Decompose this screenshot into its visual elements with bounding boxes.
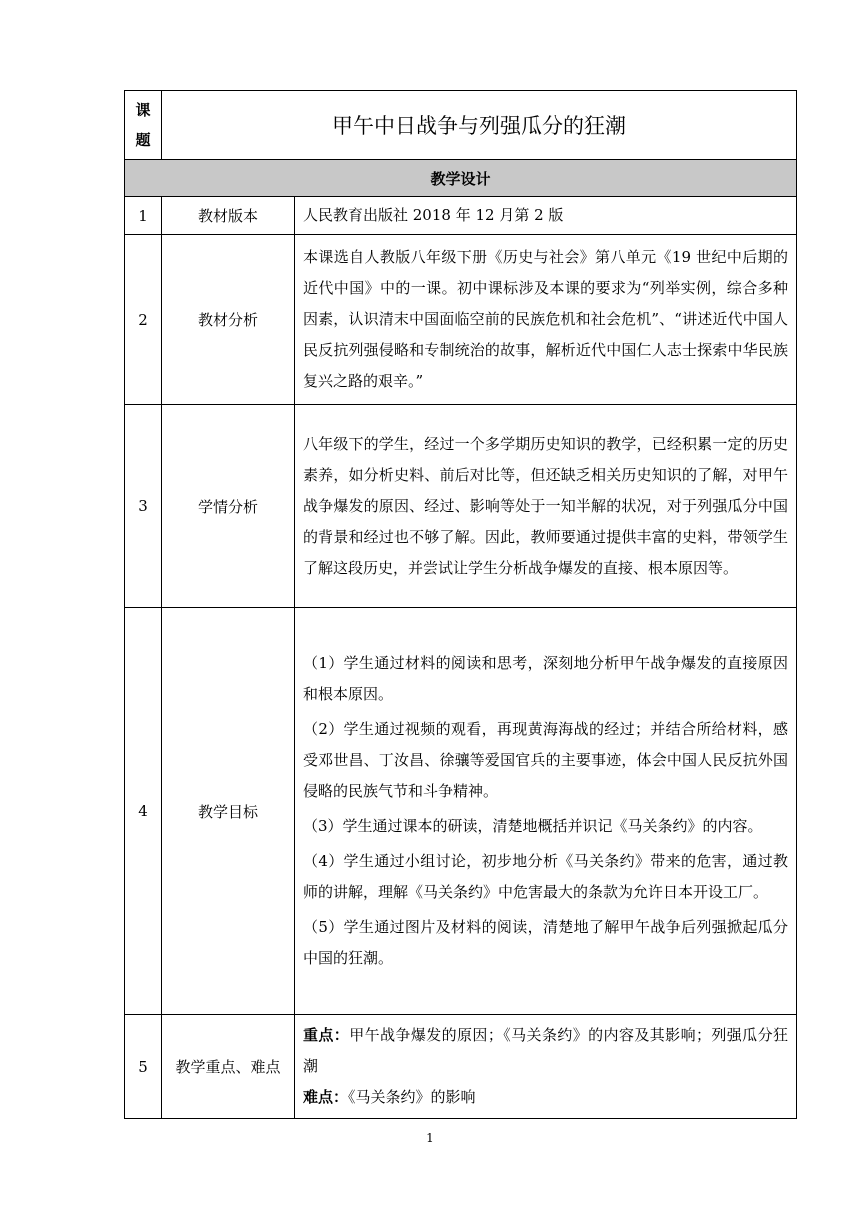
row-number: 3 bbox=[125, 405, 162, 608]
section-title: 教学设计 bbox=[125, 160, 797, 197]
teaching-goals bbox=[295, 608, 797, 1015]
row-number: 5 bbox=[125, 1015, 162, 1119]
row-label: 教学目标 bbox=[162, 608, 295, 1015]
row-label: 教材版本 bbox=[162, 197, 295, 235]
table-row bbox=[125, 405, 797, 608]
lesson-plan-table bbox=[124, 90, 797, 1119]
difficulty-label: 难点： bbox=[303, 1088, 349, 1106]
topic-label bbox=[125, 91, 162, 160]
difficulty-point bbox=[303, 1082, 788, 1113]
goal-item: （1）学生通过材料的阅读和思考，深刻地分析甲午战争爆发的直接原因和根本原因。 bbox=[303, 654, 788, 703]
section-header-row bbox=[125, 160, 797, 197]
row-content: 八年级下的学生，经过一个多学期历史知识的教学，已经积累一定的历史素养，如分析史料、前后对比等，但还缺乏相关历史知识的了解，对甲午战争爆发的原因、经过、影响等处于一知半解的状况，对于列强瓜分中国的背景和经过也不够了解。因此，教师要通过提供丰富的史料，带领学生了解这段历史，并尝试让学生分析战争爆发的直接、根本原因等。 bbox=[295, 405, 797, 608]
table-row bbox=[125, 1015, 797, 1119]
table-row bbox=[125, 197, 797, 235]
row-content: 人民教育出版社 2018 年 12 月第 2 版 bbox=[295, 197, 797, 235]
key-point-label: 重点： bbox=[303, 1026, 350, 1044]
key-difficulty-content bbox=[295, 1015, 797, 1119]
goal-item: （5）学生通过图片及材料的阅读，清楚地了解甲午战争后列强掀起瓜分中国的狂潮。 bbox=[303, 918, 788, 967]
goal-item: （4）学生通过小组讨论，初步地分析《马关条约》带来的危害，通过教师的讲解，理解《马关条约》中危害最大的条款为允许日本开设工厂。 bbox=[303, 852, 788, 901]
row-label: 教材分析 bbox=[162, 235, 295, 405]
row-number: 1 bbox=[125, 197, 162, 235]
lesson-title: 甲午中日战争与列强瓜分的狂潮 bbox=[162, 91, 797, 160]
row-label: 学情分析 bbox=[162, 405, 295, 608]
title-row bbox=[125, 91, 797, 160]
row-label: 教学重点、难点 bbox=[162, 1015, 295, 1119]
table-row bbox=[125, 235, 797, 405]
key-point-text: 甲午战争爆发的原因；《马关条约》的内容及其影响；列强瓜分狂潮 bbox=[303, 1026, 788, 1075]
row-number: 2 bbox=[125, 235, 162, 405]
row-content: 本课选自人教版八年级下册《历史与社会》第八单元《19 世纪中后期的近代中国》中的一课。初中课标涉及本课的要求为“列举实例，综合多种因素，认识清末中国面临空前的民族危机和社会危机”、“讲述近代中国人民反抗列强侵略和专制统治的故事，解析近代中国仁人志士探索中华民族复兴之路的艰辛。” bbox=[295, 235, 797, 405]
difficulty-text: 《马关条约》的影响 bbox=[348, 1088, 476, 1106]
key-point bbox=[303, 1020, 788, 1082]
topic-label-char-1: 课 bbox=[135, 101, 151, 119]
topic-label-char-2: 题 bbox=[135, 131, 151, 149]
table-row bbox=[125, 608, 797, 1015]
row-number: 4 bbox=[125, 608, 162, 1015]
goal-item: （2）学生通过视频的观看，再现黄海海战的经过；并结合所给材料，感受邓世昌、丁汝昌、徐骧等爱国官兵的主要事迹，体会中国人民反抗外国侵略的民族气节和斗争精神。 bbox=[303, 720, 788, 800]
goal-item: （3）学生通过课本的研读，清楚地概括并识记《马关条约》的内容。 bbox=[303, 817, 763, 835]
page-number: 1 bbox=[426, 1131, 434, 1145]
